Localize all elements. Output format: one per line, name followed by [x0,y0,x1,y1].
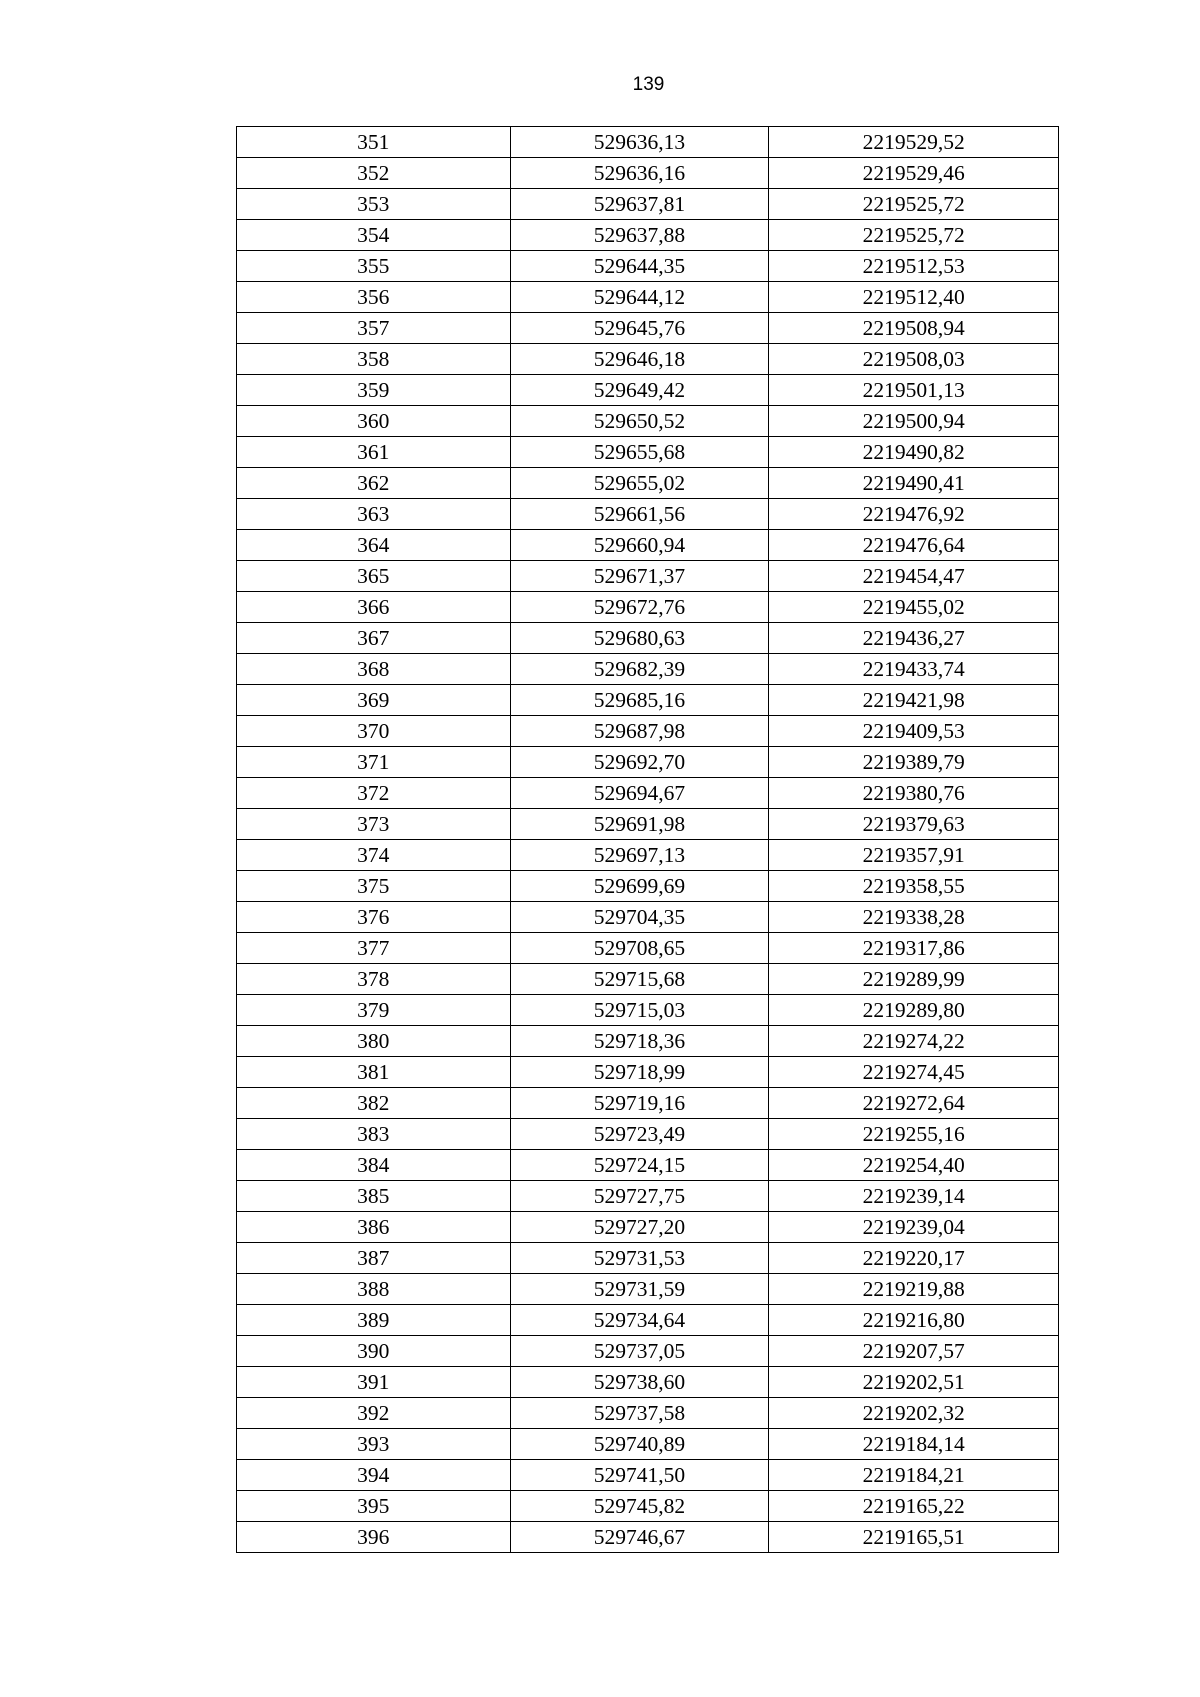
y-coordinate-cell: 2219202,51 [769,1367,1059,1398]
y-coordinate-cell: 2219165,22 [769,1491,1059,1522]
x-coordinate-cell: 529731,53 [510,1243,769,1274]
y-coordinate-cell: 2219272,64 [769,1088,1059,1119]
table-row [237,1336,1059,1367]
table-row [237,437,1059,468]
point-number-cell: 396 [237,1522,511,1553]
table-row [237,592,1059,623]
point-number-cell: 378 [237,964,511,995]
x-coordinate-cell: 529671,37 [510,561,769,592]
point-number-cell: 375 [237,871,511,902]
x-coordinate-cell: 529655,02 [510,468,769,499]
x-coordinate-cell: 529715,68 [510,964,769,995]
point-number-cell: 364 [237,530,511,561]
y-coordinate-cell: 2219476,92 [769,499,1059,530]
y-coordinate-cell: 2219274,45 [769,1057,1059,1088]
y-coordinate-cell: 2219317,86 [769,933,1059,964]
x-coordinate-cell: 529699,69 [510,871,769,902]
table-row [237,1088,1059,1119]
table-row [237,716,1059,747]
point-number-cell: 395 [237,1491,511,1522]
point-number-cell: 370 [237,716,511,747]
y-coordinate-cell: 2219490,41 [769,468,1059,499]
table-row [237,902,1059,933]
y-coordinate-cell: 2219525,72 [769,220,1059,251]
y-coordinate-cell: 2219409,53 [769,716,1059,747]
table-row [237,654,1059,685]
y-coordinate-cell: 2219357,91 [769,840,1059,871]
y-coordinate-cell: 2219508,03 [769,344,1059,375]
x-coordinate-cell: 529636,16 [510,158,769,189]
y-coordinate-cell: 2219358,55 [769,871,1059,902]
y-coordinate-cell: 2219501,13 [769,375,1059,406]
x-coordinate-cell: 529708,65 [510,933,769,964]
table-row [237,1367,1059,1398]
y-coordinate-cell: 2219529,46 [769,158,1059,189]
y-coordinate-cell: 2219512,40 [769,282,1059,313]
x-coordinate-cell: 529741,50 [510,1460,769,1491]
x-coordinate-cell: 529718,99 [510,1057,769,1088]
point-number-cell: 358 [237,344,511,375]
y-coordinate-cell: 2219490,82 [769,437,1059,468]
x-coordinate-cell: 529727,75 [510,1181,769,1212]
x-coordinate-cell: 529646,18 [510,344,769,375]
y-coordinate-cell: 2219436,27 [769,623,1059,654]
point-number-cell: 390 [237,1336,511,1367]
table-row [237,561,1059,592]
point-number-cell: 367 [237,623,511,654]
y-coordinate-cell: 2219220,17 [769,1243,1059,1274]
table-row [237,1150,1059,1181]
point-number-cell: 392 [237,1398,511,1429]
y-coordinate-cell: 2219239,14 [769,1181,1059,1212]
table-row [237,282,1059,313]
x-coordinate-cell: 529692,70 [510,747,769,778]
y-coordinate-cell: 2219421,98 [769,685,1059,716]
x-coordinate-cell: 529723,49 [510,1119,769,1150]
x-coordinate-cell: 529660,94 [510,530,769,561]
point-number-cell: 353 [237,189,511,220]
y-coordinate-cell: 2219202,32 [769,1398,1059,1429]
x-coordinate-cell: 529731,59 [510,1274,769,1305]
point-number-cell: 376 [237,902,511,933]
y-coordinate-cell: 2219289,99 [769,964,1059,995]
table-row [237,1429,1059,1460]
point-number-cell: 365 [237,561,511,592]
point-number-cell: 360 [237,406,511,437]
table-row [237,1305,1059,1336]
y-coordinate-cell: 2219274,22 [769,1026,1059,1057]
point-number-cell: 382 [237,1088,511,1119]
point-number-cell: 369 [237,685,511,716]
y-coordinate-cell: 2219525,72 [769,189,1059,220]
point-number-cell: 387 [237,1243,511,1274]
y-coordinate-cell: 2219338,28 [769,902,1059,933]
x-coordinate-cell: 529637,81 [510,189,769,220]
point-number-cell: 381 [237,1057,511,1088]
y-coordinate-cell: 2219508,94 [769,313,1059,344]
x-coordinate-cell: 529685,16 [510,685,769,716]
point-number-cell: 371 [237,747,511,778]
x-coordinate-cell: 529687,98 [510,716,769,747]
table-row [237,809,1059,840]
point-number-cell: 372 [237,778,511,809]
x-coordinate-cell: 529694,67 [510,778,769,809]
x-coordinate-cell: 529745,82 [510,1491,769,1522]
table-row [237,933,1059,964]
point-number-cell: 363 [237,499,511,530]
x-coordinate-cell: 529737,05 [510,1336,769,1367]
table-row [237,1274,1059,1305]
table-row [237,1491,1059,1522]
y-coordinate-cell: 2219500,94 [769,406,1059,437]
y-coordinate-cell: 2219379,63 [769,809,1059,840]
y-coordinate-cell: 2219255,16 [769,1119,1059,1150]
point-number-cell: 391 [237,1367,511,1398]
x-coordinate-cell: 529718,36 [510,1026,769,1057]
point-number-cell: 389 [237,1305,511,1336]
point-number-cell: 352 [237,158,511,189]
table-row [237,499,1059,530]
point-number-cell: 384 [237,1150,511,1181]
table-row [237,468,1059,499]
point-number-cell: 373 [237,809,511,840]
x-coordinate-cell: 529734,64 [510,1305,769,1336]
x-coordinate-cell: 529636,13 [510,127,769,158]
y-coordinate-cell: 2219433,74 [769,654,1059,685]
point-number-cell: 379 [237,995,511,1026]
table-row [237,1243,1059,1274]
y-coordinate-cell: 2219216,80 [769,1305,1059,1336]
x-coordinate-cell: 529661,56 [510,499,769,530]
table-row [237,158,1059,189]
point-number-cell: 359 [237,375,511,406]
y-coordinate-cell: 2219289,80 [769,995,1059,1026]
x-coordinate-cell: 529655,68 [510,437,769,468]
table-row [237,747,1059,778]
table-row [237,995,1059,1026]
point-number-cell: 380 [237,1026,511,1057]
x-coordinate-cell: 529697,13 [510,840,769,871]
point-number-cell: 368 [237,654,511,685]
coordinates-table [236,126,1059,1553]
point-number-cell: 377 [237,933,511,964]
table-row [237,1181,1059,1212]
y-coordinate-cell: 2219476,64 [769,530,1059,561]
point-number-cell: 394 [237,1460,511,1491]
table-row [237,1522,1059,1553]
y-coordinate-cell: 2219165,51 [769,1522,1059,1553]
x-coordinate-cell: 529715,03 [510,995,769,1026]
y-coordinate-cell: 2219529,52 [769,127,1059,158]
point-number-cell: 356 [237,282,511,313]
point-number-cell: 393 [237,1429,511,1460]
point-number-cell: 374 [237,840,511,871]
table-row [237,251,1059,282]
table-row [237,685,1059,716]
y-coordinate-cell: 2219380,76 [769,778,1059,809]
table-row [237,127,1059,158]
table-row [237,530,1059,561]
x-coordinate-cell: 529682,39 [510,654,769,685]
x-coordinate-cell: 529644,12 [510,282,769,313]
table-row [237,778,1059,809]
y-coordinate-cell: 2219512,53 [769,251,1059,282]
table-row [237,1119,1059,1150]
x-coordinate-cell: 529672,76 [510,592,769,623]
y-coordinate-cell: 2219207,57 [769,1336,1059,1367]
table-row [237,964,1059,995]
table-row [237,1398,1059,1429]
table-row [237,189,1059,220]
point-number-cell: 366 [237,592,511,623]
table-row [237,840,1059,871]
point-number-cell: 351 [237,127,511,158]
x-coordinate-cell: 529719,16 [510,1088,769,1119]
y-coordinate-cell: 2219454,47 [769,561,1059,592]
x-coordinate-cell: 529691,98 [510,809,769,840]
point-number-cell: 388 [237,1274,511,1305]
table-row [237,1460,1059,1491]
page-number: 139 [632,74,665,95]
x-coordinate-cell: 529637,88 [510,220,769,251]
x-coordinate-cell: 529650,52 [510,406,769,437]
point-number-cell: 383 [237,1119,511,1150]
y-coordinate-cell: 2219184,21 [769,1460,1059,1491]
y-coordinate-cell: 2219389,79 [769,747,1059,778]
table-row [237,375,1059,406]
y-coordinate-cell: 2219254,40 [769,1150,1059,1181]
y-coordinate-cell: 2219239,04 [769,1212,1059,1243]
x-coordinate-cell: 529740,89 [510,1429,769,1460]
y-coordinate-cell: 2219219,88 [769,1274,1059,1305]
table-row [237,1212,1059,1243]
point-number-cell: 361 [237,437,511,468]
coordinates-table-body [237,127,1059,1553]
y-coordinate-cell: 2219455,02 [769,592,1059,623]
point-number-cell: 355 [237,251,511,282]
x-coordinate-cell: 529645,76 [510,313,769,344]
x-coordinate-cell: 529737,58 [510,1398,769,1429]
table-row [237,313,1059,344]
x-coordinate-cell: 529649,42 [510,375,769,406]
x-coordinate-cell: 529724,15 [510,1150,769,1181]
x-coordinate-cell: 529704,35 [510,902,769,933]
x-coordinate-cell: 529738,60 [510,1367,769,1398]
point-number-cell: 386 [237,1212,511,1243]
point-number-cell: 385 [237,1181,511,1212]
table-row [237,1026,1059,1057]
y-coordinate-cell: 2219184,14 [769,1429,1059,1460]
table-row [237,623,1059,654]
table-row [237,344,1059,375]
point-number-cell: 354 [237,220,511,251]
point-number-cell: 357 [237,313,511,344]
table-row [237,871,1059,902]
x-coordinate-cell: 529644,35 [510,251,769,282]
point-number-cell: 362 [237,468,511,499]
x-coordinate-cell: 529746,67 [510,1522,769,1553]
table-row [237,220,1059,251]
table-row [237,406,1059,437]
x-coordinate-cell: 529680,63 [510,623,769,654]
x-coordinate-cell: 529727,20 [510,1212,769,1243]
table-row [237,1057,1059,1088]
